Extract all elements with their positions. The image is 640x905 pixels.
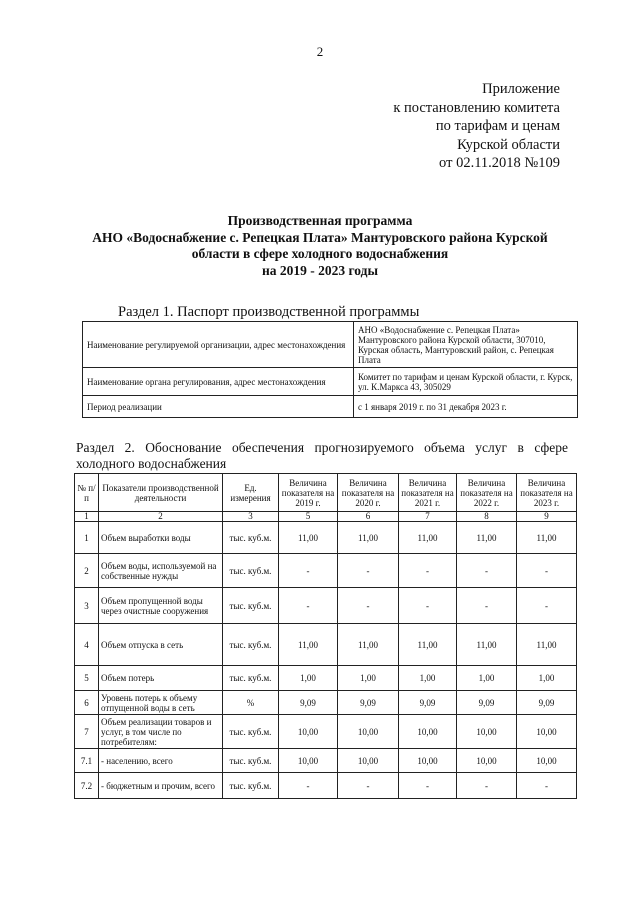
row-indicator: Объем пропущенной воды через очистные сооружения — [99, 588, 223, 624]
row-number: 5 — [75, 666, 99, 691]
column-number: 8 — [457, 512, 517, 522]
passport-value: АНО «Водоснабжение с. Репецкая Плата» Мантуровского района Курской области, 307010, Курская область, Мантуровский район, с. Репецкая Плата — [354, 322, 578, 368]
passport-value: с 1 января 2019 г. по 31 декабря 2023 г. — [354, 396, 578, 418]
column-number: 2 — [99, 512, 223, 522]
indicators-table — [74, 473, 577, 799]
row-unit: тыс. куб.м. — [223, 773, 279, 799]
row-number: 7.1 — [75, 749, 99, 773]
value-2021: 1,00 — [399, 666, 457, 691]
value-2019: 11,00 — [279, 624, 338, 666]
header-cell: Величина показателя на 2021 г. — [399, 474, 457, 512]
value-2020: 1,00 — [338, 666, 399, 691]
value-2019: - — [279, 554, 338, 588]
value-2020: 10,00 — [338, 749, 399, 773]
table-header-row — [75, 474, 577, 512]
header-cell: Величина показателя на 2022 г. — [457, 474, 517, 512]
table-row — [75, 773, 577, 799]
row-number: 7.2 — [75, 773, 99, 799]
value-2021: - — [399, 588, 457, 624]
value-2020: - — [338, 554, 399, 588]
section1-heading: Раздел 1. Паспорт производственной программы — [118, 304, 420, 320]
row-unit: тыс. куб.м. — [223, 715, 279, 749]
value-2021: - — [399, 554, 457, 588]
row-indicator: Объем воды, используемой на собственные нужды — [99, 554, 223, 588]
title-line: Производственная программа — [227, 213, 413, 228]
row-indicator: - бюджетным и прочим, всего — [99, 773, 223, 799]
title-line: АНО «Водоснабжение с. Репецкая Плата» Мантуровского района Курской — [92, 229, 548, 245]
value-2021: 11,00 — [399, 522, 457, 554]
passport-value: Комитет по тарифам и ценам Курской области, г. Курск, ул. К.Маркса 43, 305029 — [354, 368, 578, 396]
value-2023: - — [517, 773, 577, 799]
value-2023: 10,00 — [517, 749, 577, 773]
value-2021: 10,00 — [399, 715, 457, 749]
column-number-row — [75, 512, 577, 522]
header-cell: № п/п — [75, 474, 99, 512]
column-number: 7 — [399, 512, 457, 522]
passport-row — [83, 396, 578, 418]
appendix-line: Курской области — [457, 136, 560, 153]
row-unit: тыс. куб.м. — [223, 588, 279, 624]
value-2022: 11,00 — [457, 624, 517, 666]
passport-label: Наименование органа регулирования, адрес местонахождения — [83, 368, 354, 396]
value-2021: - — [399, 773, 457, 799]
table-row — [75, 588, 577, 624]
passport-row — [83, 322, 578, 368]
column-number: 5 — [279, 512, 338, 522]
row-unit: тыс. куб.м. — [223, 749, 279, 773]
appendix-line: Приложение — [482, 81, 560, 97]
row-indicator: Объем потерь — [99, 666, 223, 691]
value-2021: 9,09 — [399, 691, 457, 715]
value-2022: - — [457, 554, 517, 588]
table-row — [75, 749, 577, 773]
value-2020: 10,00 — [338, 715, 399, 749]
value-2023: 11,00 — [517, 522, 577, 554]
table-row — [75, 624, 577, 666]
value-2023: 9,09 — [517, 691, 577, 715]
header-cell: Величина показателя на 2023 г. — [517, 474, 577, 512]
title-line: области в сфере холодного водоснабжения — [191, 246, 449, 261]
table-row — [75, 522, 577, 554]
row-indicator: - населению, всего — [99, 749, 223, 773]
page-number: 2 — [316, 44, 324, 59]
value-2020: 11,00 — [338, 522, 399, 554]
table-row — [75, 715, 577, 749]
row-unit: тыс. куб.м. — [223, 624, 279, 666]
header-cell: Величина показателя на 2019 г. — [279, 474, 338, 512]
table-row — [75, 666, 577, 691]
row-unit: тыс. куб.м. — [223, 666, 279, 691]
row-indicator: Объем выработки воды — [99, 522, 223, 554]
value-2022: - — [457, 588, 517, 624]
value-2019: 11,00 — [279, 522, 338, 554]
passport-row — [83, 368, 578, 396]
column-number: 3 — [223, 512, 279, 522]
appendix-line: от 02.11.2018 №109 — [439, 155, 560, 171]
appendix-line: по тарифам и ценам — [435, 118, 560, 134]
value-2020: - — [338, 773, 399, 799]
value-2023: 10,00 — [517, 715, 577, 749]
title-line: на 2019 - 2023 годы — [261, 262, 379, 278]
value-2023: - — [517, 588, 577, 624]
row-unit: % — [223, 691, 279, 715]
value-2023: - — [517, 554, 577, 588]
column-number: 6 — [338, 512, 399, 522]
row-number: 3 — [75, 588, 99, 624]
passport-label: Период реализации — [83, 396, 354, 418]
value-2019: 9,09 — [279, 691, 338, 715]
value-2022: 9,09 — [457, 691, 517, 715]
row-number: 4 — [75, 624, 99, 666]
header-cell: Ед. измерения — [223, 474, 279, 512]
column-number: 1 — [75, 512, 99, 522]
value-2019: 1,00 — [279, 666, 338, 691]
row-indicator: Объем реализации товаров и услуг, в том числе по потребителям: — [99, 715, 223, 749]
row-number: 7 — [75, 715, 99, 749]
row-number: 2 — [75, 554, 99, 588]
row-number: 1 — [75, 522, 99, 554]
value-2021: 10,00 — [399, 749, 457, 773]
passport-label: Наименование регулируемой организации, адрес местонахождения — [83, 322, 354, 368]
appendix-block — [375, 80, 560, 173]
value-2020: 9,09 — [338, 691, 399, 715]
row-unit: тыс. куб.м. — [223, 554, 279, 588]
value-2019: 10,00 — [279, 749, 338, 773]
value-2020: - — [338, 588, 399, 624]
header-cell: Величина показателя на 2020 г. — [338, 474, 399, 512]
passport-table — [82, 321, 578, 418]
value-2019: - — [279, 588, 338, 624]
table-row — [75, 554, 577, 588]
value-2022: 1,00 — [457, 666, 517, 691]
row-indicator: Уровень потерь к объему отпущенной воды в сеть — [99, 691, 223, 715]
value-2023: 11,00 — [517, 624, 577, 666]
value-2022: 10,00 — [457, 715, 517, 749]
value-2020: 11,00 — [338, 624, 399, 666]
row-number: 6 — [75, 691, 99, 715]
section2-heading: Раздел 2. Обоснование обеспечения прогнозируемого объема услуг в сфере холодного водоснабжения — [76, 440, 568, 471]
row-indicator: Объем отпуска в сеть — [99, 624, 223, 666]
value-2019: 10,00 — [279, 715, 338, 749]
value-2023: 1,00 — [517, 666, 577, 691]
row-unit: тыс. куб.м. — [223, 522, 279, 554]
value-2022: 10,00 — [457, 749, 517, 773]
value-2022: - — [457, 773, 517, 799]
value-2021: 11,00 — [399, 624, 457, 666]
header-cell: Показатели производственной деятельности — [99, 474, 223, 512]
document-title — [60, 213, 580, 279]
appendix-line: к постановлению комитета — [393, 99, 560, 116]
value-2019: - — [279, 773, 338, 799]
table-row — [75, 691, 577, 715]
value-2022: 11,00 — [457, 522, 517, 554]
column-number: 9 — [517, 512, 577, 522]
